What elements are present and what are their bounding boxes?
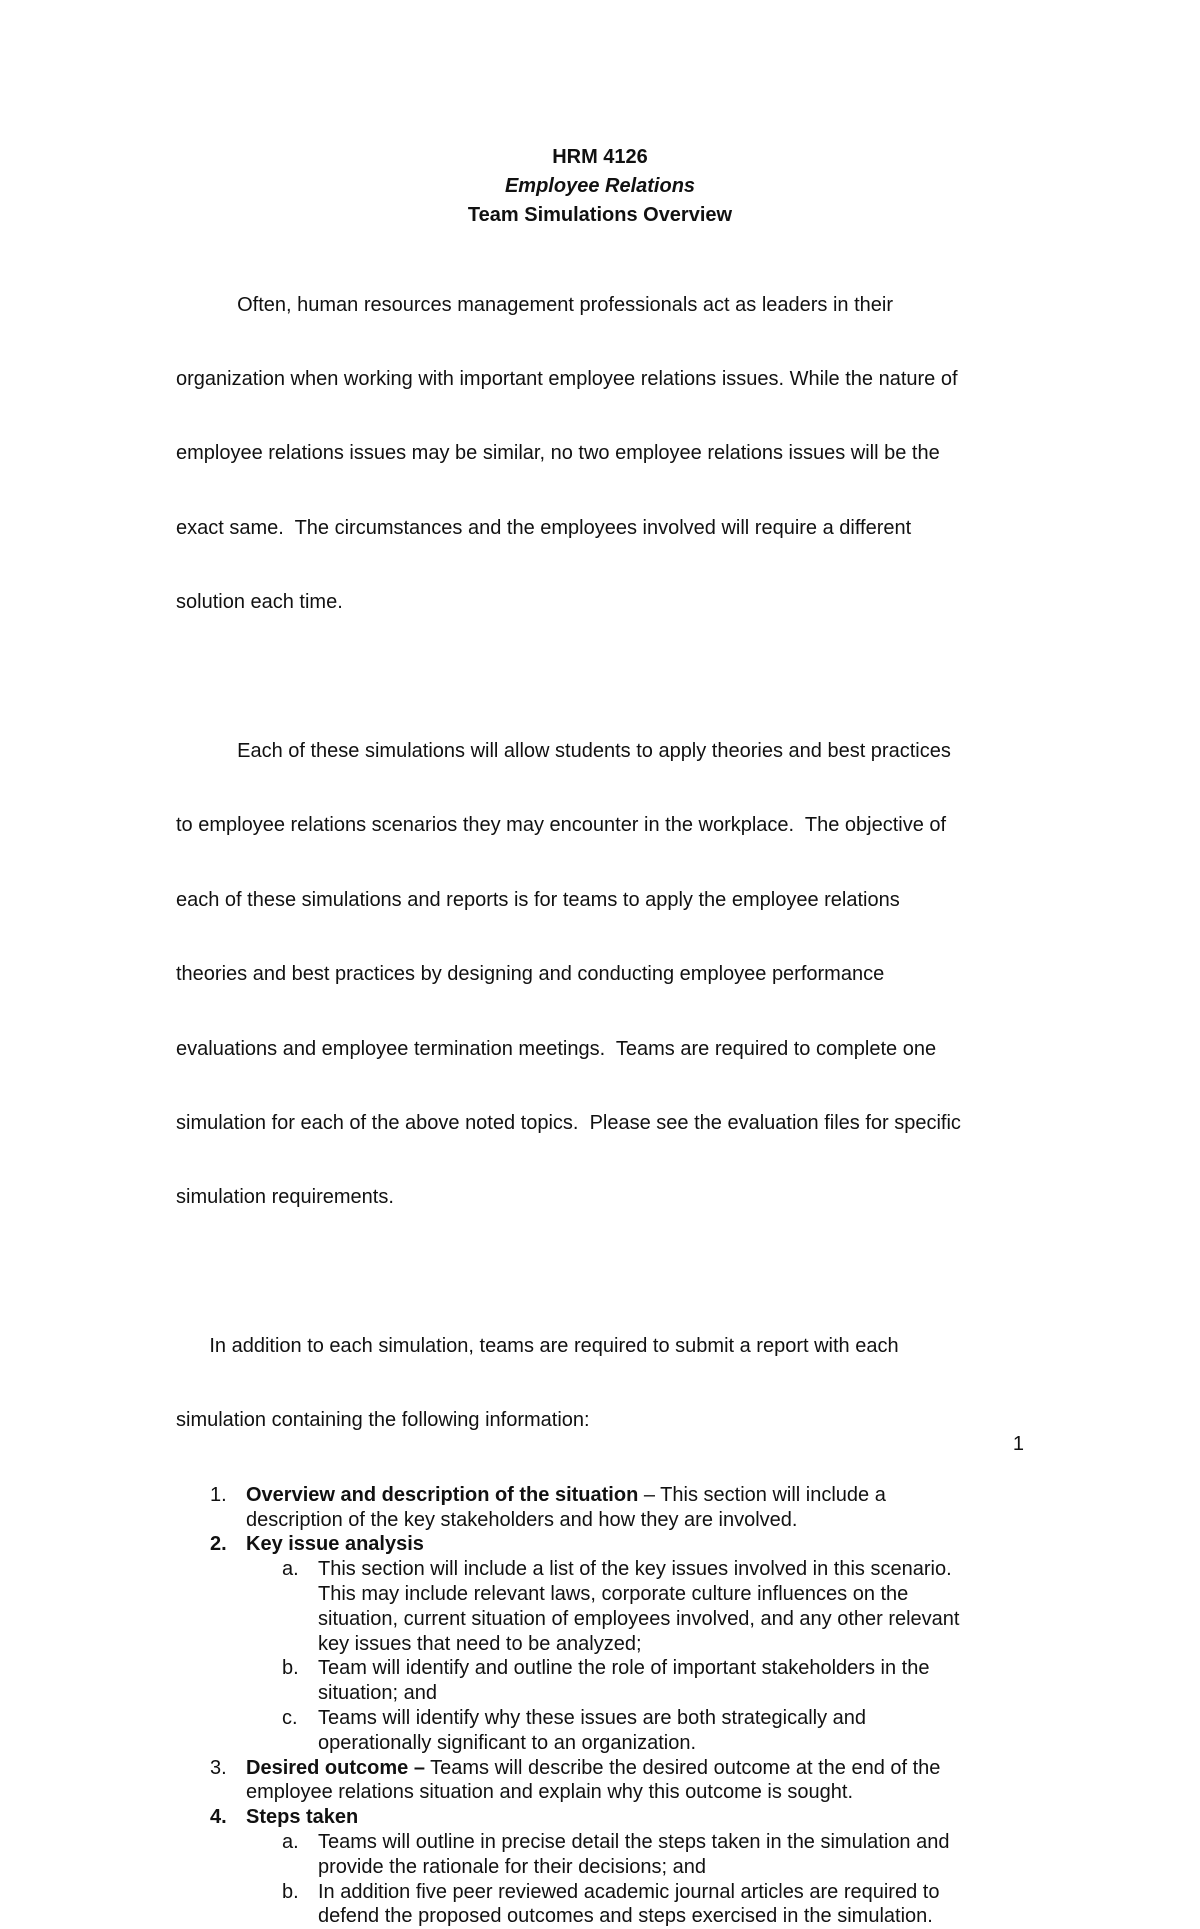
text-line: Each of these simulations will allow students to apply theories and best practices: [176, 739, 951, 762]
text-line: simulation requirements.: [176, 1186, 394, 1209]
text-line: exact same. The circumstances and the employees involved will require a different: [176, 516, 912, 539]
sub-list-item: [176, 1557, 1036, 1656]
text-line: evaluations and employee termination meetings. Teams are required to complete one: [176, 1037, 937, 1060]
sub-list-item: [176, 1706, 1036, 1756]
document-header: [0, 143, 1200, 230]
list-item-desired-outcome: [176, 1756, 1036, 1806]
text-line: key issues that need to be analyzed;: [318, 1632, 642, 1655]
sub-list-item: [176, 1880, 1036, 1929]
document-body: [176, 243, 1036, 1929]
text-line: employee relations issues may be similar, no two employee relations issues will be the: [176, 442, 940, 465]
text-line: situation, current situation of employees involved, and any other relevant: [318, 1607, 960, 1630]
sub-list-letter: a.: [282, 1831, 299, 1853]
list-item-heading: Desired outcome –: [246, 1756, 425, 1779]
text-line: to employee relations scenarios they may encounter in the workplace. The objective of: [176, 814, 947, 837]
list-item-key-issue: [176, 1532, 1036, 1557]
text-line: simulation for each of the above noted topics. Please see the evaluation files for specific: [176, 1111, 961, 1134]
text-line: This may include relevant laws, corporate culture influences on the: [318, 1583, 909, 1606]
list-item-heading: Overview and description of the situation: [246, 1483, 639, 1506]
text-line: In addition five peer reviewed academic journal articles are required to: [318, 1880, 940, 1903]
document-title: Team Simulations Overview: [467, 204, 733, 226]
list-item-heading: Key issue analysis: [246, 1533, 424, 1556]
page-number: 1: [1012, 1433, 1024, 1455]
text-line: This section will include a list of the key issues involved in this scenario.: [318, 1558, 952, 1581]
list-item-text: description of the key stakeholders and how they are involved.: [246, 1508, 798, 1531]
text-line: Teams will identify why these issues are both strategically and: [318, 1707, 867, 1730]
sub-list-letter: b.: [282, 1657, 299, 1680]
text-line: simulation containing the following information:: [176, 1409, 590, 1432]
sub-list-item: [176, 1830, 1036, 1880]
paragraph-intro: [176, 243, 1036, 665]
text-line: Team will identify and outline the role of important stakeholders in the: [318, 1657, 930, 1680]
list-item-text: Teams will describe the desired outcome at the end of the: [424, 1756, 941, 1779]
text-line: operationally significant to an organization.: [318, 1731, 697, 1754]
list-item-heading: Steps taken: [246, 1806, 359, 1829]
requirements-list: [176, 1483, 1036, 1929]
text-line: solution each time.: [176, 591, 343, 614]
list-number: 2.: [210, 1533, 227, 1556]
list-item-overview: [176, 1483, 1036, 1533]
text-line: theories and best practices by designing and conducting employee performance: [176, 963, 885, 986]
text-line: Often, human resources management professionals act as leaders in their: [176, 293, 894, 316]
course-code: HRM 4126: [552, 146, 648, 168]
sub-list-letter: b.: [282, 1880, 299, 1903]
list-number: 4.: [210, 1806, 227, 1829]
course-name: Employee Relations: [504, 175, 696, 197]
list-item-steps-taken: [176, 1805, 1036, 1830]
list-number: 3.: [210, 1756, 227, 1779]
text-line: defend the proposed outcomes and steps exercised in the simulation.: [318, 1905, 933, 1928]
sub-list-letter: c.: [282, 1707, 298, 1730]
text-line: provide the rationale for their decisions; and: [318, 1855, 707, 1878]
list-item-text: – This section will include a: [638, 1483, 886, 1506]
text-line: In addition to each simulation, teams are required to submit a report with each: [176, 1335, 899, 1358]
text-line: each of these simulations and reports is for teams to apply the employee relations: [176, 888, 900, 911]
paragraph-report: [176, 1284, 1036, 1482]
sub-list-item: [176, 1656, 1036, 1706]
text-line: organization when working with important employee relations issues. While the nature of: [176, 367, 958, 390]
text-line: Teams will outline in precise detail the steps taken in the simulation and: [318, 1831, 950, 1853]
list-item-text: employee relations situation and explain why this outcome is sought.: [246, 1781, 854, 1804]
sub-list-letter: a.: [282, 1558, 299, 1581]
text-line: situation; and: [318, 1682, 437, 1705]
list-number: 1.: [210, 1483, 227, 1506]
paragraph-simulations: [176, 689, 1036, 1259]
